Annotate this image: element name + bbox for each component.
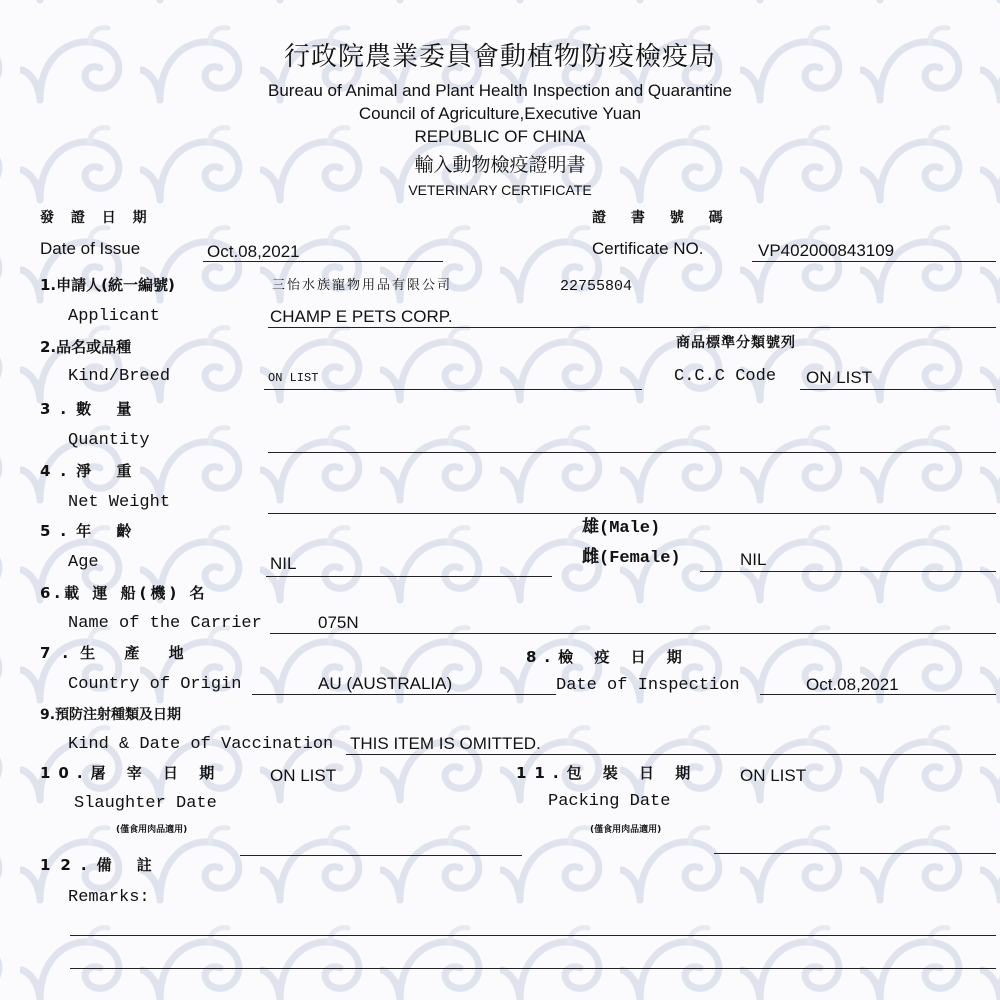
male-label: 雄(Male): [582, 519, 661, 538]
certificate-no-value: VP402000843109: [758, 241, 895, 260]
ccc-code-label-zh: 商品標準分類號列: [676, 335, 796, 351]
net-weight-label-zh: 4.淨 重: [40, 462, 142, 480]
packing-date-value: ON LIST: [740, 766, 807, 785]
remarks-line-2: [70, 968, 996, 969]
packing-date-label-zh: 11.包 裝 日 期: [516, 764, 699, 782]
vaccination-value: THIS ITEM IS OMITTED.: [350, 734, 541, 753]
origin-value: AU (AUSTRALIA): [318, 674, 453, 693]
quantity-label-zh: 3.數 量: [40, 400, 142, 418]
certificate-title-en: VETERINARY CERTIFICATE: [408, 182, 592, 198]
origin-label-en: Country of Origin: [68, 675, 242, 694]
slaughter-date-underline: [240, 855, 522, 856]
inspection-date-value: Oct.08,2021: [806, 675, 899, 694]
inspection-date-label-zh: 8.檢 疫 日 期: [526, 648, 690, 666]
country-title: REPUBLIC OF CHINA: [414, 127, 586, 146]
remarks-label-en: Remarks:: [68, 888, 150, 907]
age-label-en: Age: [68, 553, 99, 572]
vaccination-label-en: Kind & Date of Vaccination: [68, 735, 334, 754]
net-weight-label-en: Net Weight: [68, 493, 171, 512]
issue-date-label-en: Date of Issue: [40, 239, 141, 258]
ccc-code-underline: [800, 389, 996, 390]
council-title: Council of Agriculture,Executive Yuan: [358, 104, 642, 123]
carrier-value: 075N: [318, 613, 359, 632]
applicant-label-zh: 1.申請人(統一編號): [40, 276, 175, 294]
kind-breed-label-zh: 2.品名或品種: [40, 338, 132, 356]
issue-date-label-zh: 發 證 日 期: [40, 210, 153, 226]
packing-date-note: (僅食用肉品適用): [590, 825, 662, 835]
certificate-no-label-en: Certificate NO.: [592, 239, 704, 258]
applicant-tax-id: 22755804: [560, 278, 633, 295]
kind-breed-underline: [264, 389, 642, 390]
carrier-label-en: Name of the Carrier: [68, 614, 262, 633]
net-weight-underline: [268, 513, 996, 514]
packing-date-underline: [714, 853, 996, 854]
certificate-title-zh: 輸入動物檢疫證明書: [414, 154, 586, 176]
age-underline: [266, 576, 552, 577]
slaughter-date-label-en: Slaughter Date: [74, 794, 217, 813]
carrier-label-zh: 6.載 運 船(機) 名: [40, 584, 209, 602]
sex-underline: [700, 571, 996, 572]
ccc-code-label-en: C.C.C Code: [674, 367, 777, 386]
ccc-code-value: ON LIST: [806, 368, 873, 387]
issue-date-underline: [203, 261, 443, 262]
quantity-underline: [268, 452, 996, 453]
applicant-name-zh: 三怡水族寵物用品有限公司: [272, 278, 453, 293]
inspection-date-label-en: Date of Inspection: [556, 676, 740, 695]
quantity-label-en: Quantity: [68, 431, 150, 450]
agency-title-en: Bureau of Animal and Plant Health Inspection and Quarantine: [267, 81, 733, 100]
certificate-no-underline: [752, 261, 996, 262]
slaughter-date-label-zh: 10.屠 宰 日 期: [40, 764, 223, 782]
remarks-label-zh: 12.備 註: [40, 856, 162, 874]
vaccination-label-zh: 9.預防注射種類及日期: [40, 707, 182, 723]
slaughter-date-value: ON LIST: [270, 766, 337, 785]
remarks-line-1: [70, 935, 996, 936]
packing-date-label-en: Packing Date: [548, 792, 671, 811]
applicant-label-en: Applicant: [68, 307, 160, 326]
agency-title-zh: 行政院農業委員會動植物防疫檢疫局: [283, 42, 716, 72]
vaccination-underline: [346, 754, 996, 755]
applicant-name-en: CHAMP E PETS CORP.: [270, 307, 453, 326]
origin-label-zh: 7.生 產 地: [40, 644, 196, 662]
origin-underline: [252, 694, 556, 695]
applicant-underline: [268, 327, 996, 328]
kind-breed-value: ON LIST: [268, 371, 319, 385]
kind-breed-label-en: Kind/Breed: [68, 367, 171, 386]
age-value: NIL: [270, 554, 297, 573]
inspection-date-underline: [760, 694, 996, 695]
certificate-no-label-zh: 證 書 號 碼: [592, 210, 733, 226]
carrier-underline: [270, 633, 996, 634]
sex-value: NIL: [740, 550, 767, 569]
female-label: 雌(Female): [582, 549, 681, 568]
issue-date-value: Oct.08,2021: [207, 242, 300, 261]
age-label-zh: 5.年 齡: [40, 522, 142, 540]
slaughter-date-note: (僅食用肉品適用): [116, 825, 188, 835]
